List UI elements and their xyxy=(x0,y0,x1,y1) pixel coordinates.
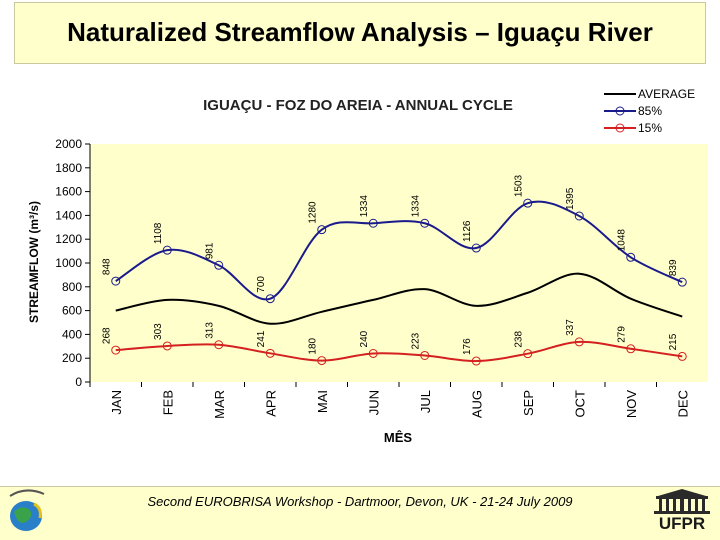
chart-title: IGUAÇU - FOZ DO AREIA - ANNUAL CYCLE xyxy=(203,97,513,114)
x-tick-label: DEC xyxy=(675,390,691,418)
x-axis-label: MÊS xyxy=(383,430,413,445)
data-label: 1334 xyxy=(359,195,371,218)
y-tick-label: 2000 xyxy=(55,137,82,151)
y-tick-label: 200 xyxy=(61,351,82,366)
eurobrisa-logo-icon xyxy=(4,482,50,536)
x-axis-ticks xyxy=(90,382,690,419)
y-axis-label: STREAMFLOW (m³/s) xyxy=(27,201,41,323)
data-label: 279 xyxy=(616,326,628,343)
streamflow-chart xyxy=(0,70,720,450)
footer-text: Second EUROBRISA Workshop - Dartmoor, Devon, UK - 21-24 July 2009 xyxy=(147,494,573,509)
data-label: 1395 xyxy=(565,187,577,210)
legend xyxy=(604,87,695,135)
x-tick-label: JUL xyxy=(417,390,433,414)
x-tick-label: MAI xyxy=(314,390,330,414)
x-tick-label: JUN xyxy=(366,390,382,416)
y-tick-label: 1400 xyxy=(55,208,82,223)
data-label: 215 xyxy=(668,333,680,351)
ufpr-logo xyxy=(646,488,718,536)
legend-label-0: AVERAGE xyxy=(638,87,696,101)
y-tick-label: 1200 xyxy=(55,232,82,247)
legend-label-1: 85% xyxy=(638,104,663,118)
y-tick-label: 1000 xyxy=(55,256,82,270)
x-tick-label: AUG xyxy=(469,390,485,419)
footer-bar xyxy=(0,486,720,540)
data-label: 241 xyxy=(256,330,268,348)
slide-title: Naturalized Streamflow Analysis – Iguaçu River xyxy=(67,17,653,47)
x-tick-label: SEP xyxy=(520,390,536,417)
slide-title-box xyxy=(14,2,706,64)
data-label: 337 xyxy=(565,319,577,336)
y-tick-label: 400 xyxy=(61,327,82,342)
data-label: 848 xyxy=(101,258,113,276)
data-label: 238 xyxy=(513,330,525,348)
x-tick-label: MAR xyxy=(211,390,227,419)
footer-divider xyxy=(0,486,720,487)
y-tick-label: 600 xyxy=(61,303,82,318)
x-tick-label: NOV xyxy=(623,390,639,419)
data-label: 1048 xyxy=(616,229,628,252)
data-label: 1503 xyxy=(513,174,525,198)
data-label: 303 xyxy=(153,323,165,340)
x-tick-label: OCT xyxy=(572,390,588,418)
data-label: 839 xyxy=(668,259,680,277)
legend-label-2: 15% xyxy=(638,121,663,135)
x-tick-label: FEB xyxy=(160,390,176,416)
x-tick-label: JAN xyxy=(108,390,124,415)
data-label: 1280 xyxy=(307,201,319,224)
y-tick-label: 0 xyxy=(75,375,82,389)
ufpr-logo-text: UFPR xyxy=(658,514,706,533)
data-label: 981 xyxy=(204,242,216,260)
ufpr-building-icon xyxy=(646,488,718,514)
data-label: 1126 xyxy=(462,220,474,243)
data-label: 1108 xyxy=(153,222,165,245)
data-label: 223 xyxy=(410,332,422,350)
data-label: 268 xyxy=(101,327,113,345)
x-tick-label: APR xyxy=(263,390,279,417)
data-label: 180 xyxy=(307,337,319,355)
data-label: 1334 xyxy=(410,195,422,218)
y-tick-label: 800 xyxy=(61,279,82,294)
y-tick-label: 1600 xyxy=(55,184,82,199)
data-label: 240 xyxy=(359,330,371,348)
data-label: 176 xyxy=(462,338,474,356)
y-axis-ticks xyxy=(55,137,90,389)
data-label: 700 xyxy=(256,276,268,293)
data-label: 313 xyxy=(204,322,216,339)
y-tick-label: 1800 xyxy=(55,160,82,175)
